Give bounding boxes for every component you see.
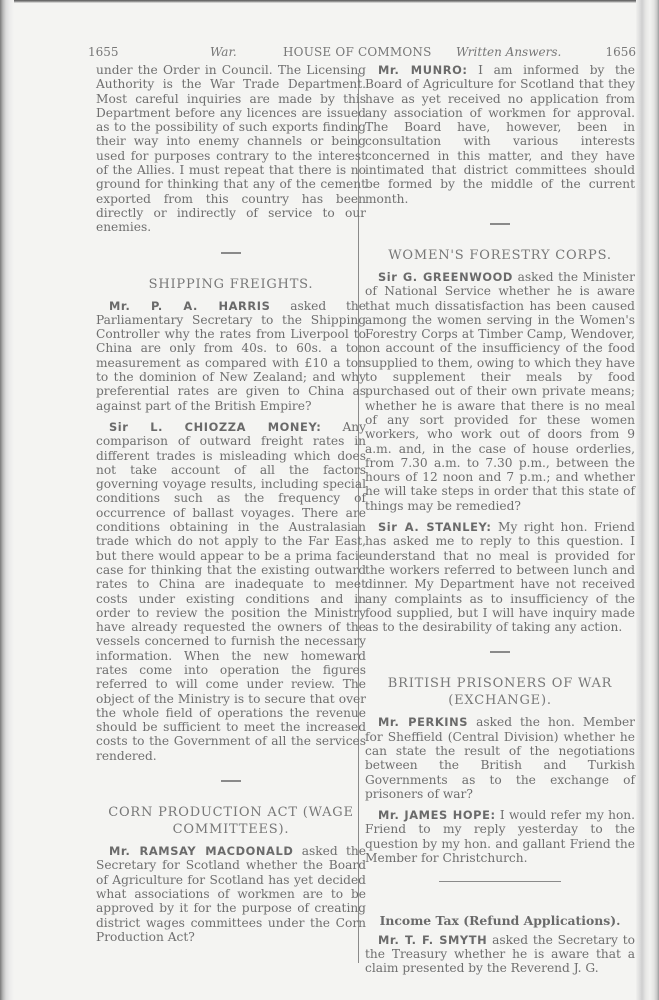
speaker-name: Sir L. CHIOZZA MONEY:	[109, 419, 322, 434]
topic-divider	[439, 881, 561, 882]
header-topic: War.	[210, 45, 237, 59]
speaker-name: Sir G. GREENWOOD	[378, 269, 513, 284]
answer-chiozza-money	[96, 420, 366, 763]
question-harris	[96, 299, 366, 413]
heading-corn-production-act: CORN PRODUCTION ACT (WAGE COMMITTEES).	[108, 805, 354, 838]
speaker-name: Mr. JAMES HOPE:	[378, 808, 496, 823]
running-header	[88, 45, 636, 61]
section-divider	[221, 780, 241, 782]
speaker-name: Mr. P. A. HARRIS	[109, 298, 271, 313]
heading-shipping-freights: SHIPPING FREIGHTS.	[148, 276, 314, 292]
question-text: asked the Secretary for Scotland whether the Board of Agriculture for Scotland has yet decided what associations of workmen are to be approved by it for the purpose of creating district wages committees under the Corn Production Act?	[96, 844, 366, 944]
answer-munro	[365, 63, 635, 206]
section-divider	[490, 651, 510, 653]
question-macdonald	[96, 844, 366, 944]
answer-text: I would refer my hon. Friend to my reply yesterday to the question by my hon. and gallant Friend the Member for Christchurch.	[365, 808, 636, 866]
speaker-name: Mr. RAMSAY MACDONALD	[109, 844, 294, 859]
question-text: asked the Parliamentary Secretary to the Shipping Controller why the rates from Liverpool to China are only from 40s. to 60s. a ton measurement as compared with £10 a ton to the dominion of New Zealand; and why preferential rates are given to China as against part of the British Empire?	[96, 298, 366, 413]
answer-text: I am informed by the Board of Agriculture for Scotland that they have as yet received no application from any association of workmen for approval. The Board have, however, been in consultation with various interests concerned in this matter, and they have intimated that district committees should be formed by the middle of the current month.	[365, 63, 635, 206]
heading-womens-forestry-corps: WOMEN'S FORESTRY CORPS.	[388, 247, 612, 263]
question-text: asked the hon. Member for Sheffield (Central Division) whether he can state the result of the negotiations between the British and Turkish Governments as to the exchange of prisoners of war?	[365, 715, 635, 801]
answer-text: My right hon. Friend has asked me to reply to this question. I understand that no meal is provided for the workers referred to between lunch and dinner. My Department have not received any complaints as to insufficiency of the food supplied, but I will have inquiry made as to the desirability of taking any action.	[365, 520, 635, 635]
heading-british-prisoners-of-war: BRITISH PRISONERS OF WAR (EXCHANGE).	[387, 676, 613, 709]
answer-stanley	[365, 520, 635, 634]
section-divider	[490, 223, 510, 225]
question-perkins	[365, 715, 635, 801]
speaker-name: Sir A. STANLEY:	[378, 520, 492, 535]
heading-income-tax: Income Tax (Refund Applications).	[379, 913, 621, 929]
answer-text: Any comparison of outward freight rates in different trades is misleading which does not take account of all the factors governing voyage results, including special conditions such as the frequency of occurrence of ballast voyages. There are conditions obtaining in the Australasian trade which do not apply to the Far East, but there would appear to be a prima facie case for thinking that the existing outward rates to China are inadequate to meet costs under existing conditions and in order to review the position the Ministry have already requested the owners of the vessels concerned to furnish the necessary information. When the new homeward rates come into operation the figures referred to will come under review. The object of the Ministry is to secure that over the whole field of operations the revenue should be sufficient to meet the increased costs to the Government of all the services rendered.	[96, 419, 366, 763]
speaker-name: Mr. MUNRO:	[378, 63, 468, 77]
speaker-name: Mr. T. F. SMYTH	[378, 932, 488, 947]
page-binding-edge-left	[0, 0, 14, 1000]
question-text: asked the Minister of National Service whether he is aware that much dissatisfaction has been caused among the women serving in the Women's Forestry Corps at Timber Camp, Wendover, on account of the insufficiency of the food supplied to them, owing to which they have to supplement their meals by food purchased out of their own private means; whether he is aware that there is no meal of any sort provided for these women workers, who work out of doors from 9 a.m. and, in the case of house orderlies, from 7.30 a.m. to 7.30 p.m., between the hours of 12 noon and 7 p.m.; and whether he will take steps in order that this state of things may be remedied?	[365, 269, 635, 513]
left-page-number: 1655	[88, 45, 119, 59]
question-smyth	[365, 933, 635, 976]
question-greenwood	[365, 270, 635, 513]
answer-james-hope	[365, 808, 635, 865]
continued-answer: under the Order in Council. The Licensing Authority is the War Trade Department. Most careful inquiries are made by this Department before any licences are issued as to the possibility of such exports finding their way into enemy channels or being used for purposes contrary to the interest of the Allies. I must repeat that there is no ground for thinking that any of the cement exported from this country has been directly or indirectly of service to our enemies.	[96, 63, 366, 235]
page-shadow-top	[0, 0, 659, 3]
right-page-number: 1656	[605, 45, 636, 59]
header-section: Written Answers.	[456, 45, 562, 59]
question-text: asked the Secretary to the Treasury whether he is aware that a claim presented by the Reverend J. G.	[365, 932, 635, 976]
speaker-name: Mr. PERKINS	[378, 715, 469, 730]
header-title: HOUSE OF COMMONS	[283, 45, 432, 59]
left-column	[96, 63, 366, 951]
section-divider	[221, 252, 241, 254]
page-binding-edge-right	[636, 0, 659, 1000]
right-column	[365, 63, 635, 983]
